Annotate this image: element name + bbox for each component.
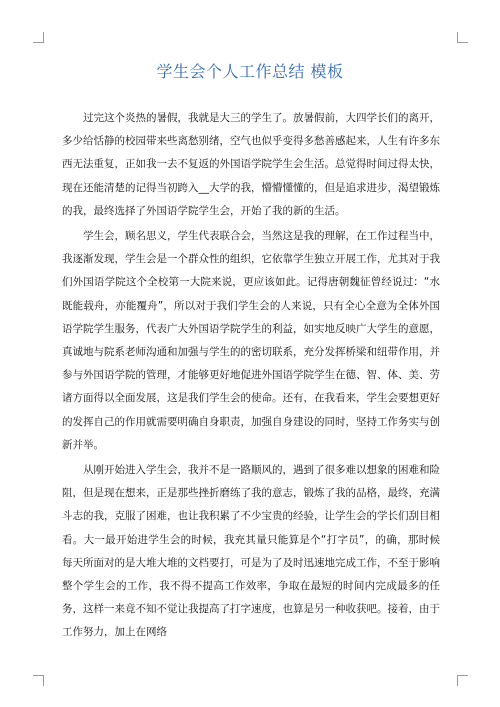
crop-mark-top-left (33, 32, 44, 43)
document-body (62, 107, 440, 647)
document-title: 学生会个人工作总结 模板 (156, 62, 344, 81)
paragraph-3: 从刚开始进入学生会，我并不是一路顺风的，遇到了很多难以想象的困难和险阻，但是现在想来，正是那些挫折磨练了我的意志，锻炼了我的品格，最终，充满斗志的我，克服了困难，也让我积累了不少宝贵的经验，让学生会的学长们刮目相看。大一最开始进学生会的时候，我充其量只能算是个“打字员”，的确，那时候每天所面对的是大堆大堆的文档要打，可是为了及时迅速地完成工作，不至于影响整个学生会的工作，我不得不提高工作效率，争取在最短的时间内完成最多的任务，这样一来竟不知不觉让我提高了打字速度，也算是另一种收获吧。接着，由于工作努力，加上在网络 (62, 464, 440, 639)
paragraph-2: 学生会，顾名思义，学生代表联合会，当然这是我的理解，在工作过程当中，我逐渐发现，学生会是一个群众性的组织，它依靠学生独立开展工作，尤其对于我们外国语学院这个全校第一大院来说，更应该如此。记得唐朝魏征曾经说过：“水既能载舟，亦能覆舟”，所以对于我们学生会的人来说，只有全心全意为全体外国语学院学生服务，代表广大外国语学院学生的利益，如实地反映广大学生的意愿，真诚地与院系老师沟通和加强与学生的的密切联系，充分发挥桥梁和纽带作用，并参与外国语学院的管理，才能够更好地促进外国语学院学生在德、智、体、美、劳诸方面得以全面发展，这是我们学生会的使命。还有，在我看来，学生会要想更好的发挥自己的作用就需要明确自身职责，加强自身建设的同时，坚持工作务实与创新并举。 (62, 230, 440, 451)
crop-mark-bottom-right (457, 675, 468, 686)
paragraph-1: 过完这个炎热的暑假，我就是大三的学生了。放暑假前，大四学长们的离开，多少给恬静的校园带来些离愁别绪，空气也似乎变得多愁善感起来，人生有许多东西无法重复，正如我一去不复返的外国语学院学生会生活。总觉得时间过得太快，现在还能清楚的记得当初跨入__大学的我，懵懵懂懂的，但是追求进步，渴望锻炼的我，最终选择了外国语学院学生会，开始了我的新的生活。 (62, 112, 440, 217)
crop-mark-top-right (457, 32, 468, 43)
crop-mark-bottom-left (33, 675, 44, 686)
